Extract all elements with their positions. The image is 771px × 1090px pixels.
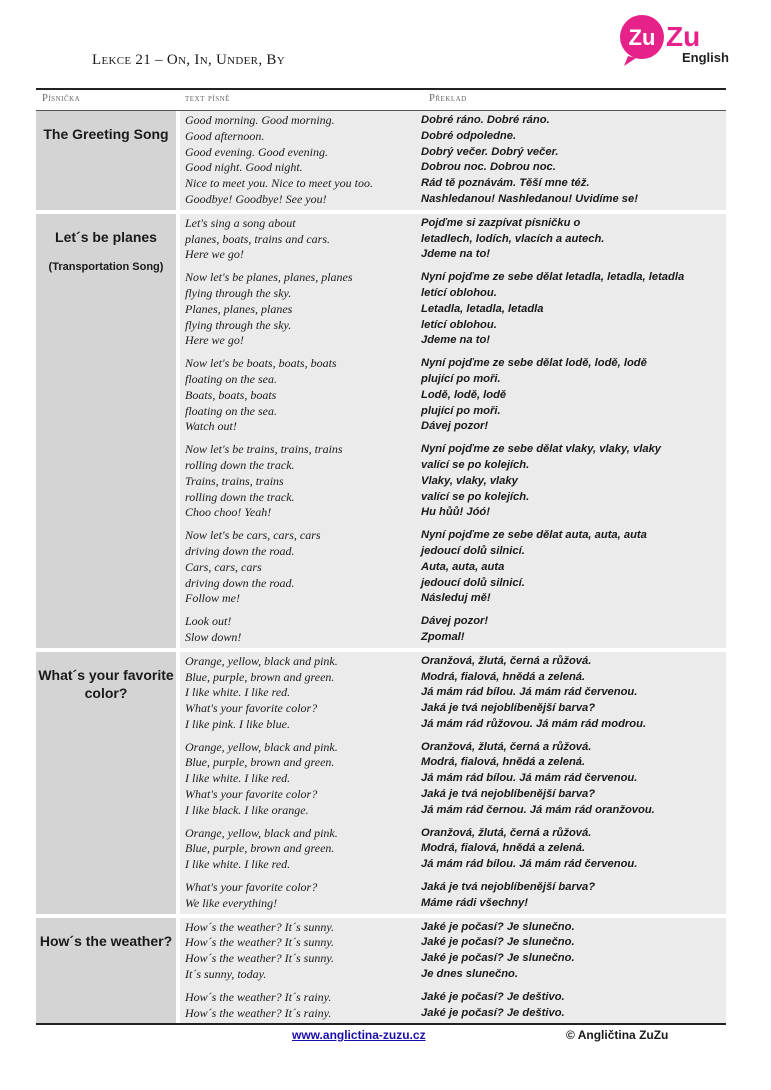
lyric-english: Good night. Good night. <box>185 160 303 175</box>
lyric-czech: Modrá, fialová, hnědá a zelená. <box>421 670 586 683</box>
lyric-english: I like white. I like red. <box>185 771 291 786</box>
stanza <box>180 880 726 912</box>
lyric-row <box>180 404 726 420</box>
lyric-czech: Modrá, fialová, hnědá a zelená. <box>421 842 586 855</box>
lyric-czech: valící se po kolejích. <box>421 458 530 471</box>
lyric-english: Here we go! <box>185 247 244 262</box>
svg-text:English: English <box>682 50 729 65</box>
lyric-czech: Dobré odpoledne. <box>421 129 517 142</box>
lyric-english: Look out! <box>185 614 232 629</box>
lyric-english: How´s the weather? It´s rainy. <box>185 1005 332 1020</box>
lyric-czech: Máme rádi všechny! <box>421 896 528 909</box>
lyric-row <box>180 857 726 873</box>
lyric-czech: Hu hůů! Jóó! <box>421 506 490 519</box>
lyric-english: driving down the road. <box>185 575 295 590</box>
bottom-rule <box>36 1023 726 1025</box>
lyric-row <box>180 528 726 544</box>
lyric-row <box>180 129 726 145</box>
lyric-english: Now let's be planes, planes, planes <box>185 270 353 285</box>
table-header <box>36 90 726 110</box>
lyric-row <box>180 216 726 232</box>
lyric-row <box>180 826 726 842</box>
lyric-english: Cars, cars, cars <box>185 559 262 574</box>
stanza <box>180 920 726 983</box>
lyric-english: What's your favorite color? <box>185 787 318 802</box>
lyric-czech: Jdeme na to! <box>421 248 491 261</box>
lyric-row <box>180 896 726 912</box>
lyric-row <box>180 419 726 435</box>
lyric-czech: Nyní pojďme ze sebe dělat vlaky, vlaky, vlaky <box>421 443 662 456</box>
lyric-czech: Pojďme si zazpívat písničku o <box>421 216 581 229</box>
lyric-czech: letící oblohou. <box>421 318 497 331</box>
lyric-czech: Jaké je počasí? Je slunečno. <box>421 952 575 965</box>
lyric-english: Nice to meet you. Nice to meet you too. <box>185 176 373 191</box>
lyric-english: flying through the sky. <box>185 285 292 300</box>
song-label <box>36 918 176 1024</box>
lyric-english: Boats, boats, boats <box>185 387 277 402</box>
lyric-czech: Jaká je tvá nejoblíbenější barva? <box>421 881 596 894</box>
zuzu-logo <box>618 12 734 68</box>
lyric-row <box>180 771 726 787</box>
lyric-english: Good morning. Good morning. <box>185 113 335 127</box>
lyric-czech: Jaká je tvá nejoblíbenější barva? <box>421 788 596 801</box>
lyric-english: planes, boats, trains and cars. <box>185 231 331 246</box>
lyric-czech: Modrá, fialová, hnědá a zelená. <box>421 756 586 769</box>
lyric-czech: plující po moři. <box>421 372 501 385</box>
lyric-row <box>180 113 726 129</box>
lyric-row <box>180 920 726 936</box>
lyric-english: rolling down the track. <box>185 457 295 472</box>
lyric-english: Orange, yellow, black and pink. <box>185 825 338 840</box>
lyric-row <box>180 544 726 560</box>
lyric-row <box>180 560 726 576</box>
song-label <box>36 214 176 648</box>
lyric-czech: Následuj mě! <box>421 592 491 605</box>
lyric-czech: Oranžová, žlutá, černá a růžová. <box>421 740 592 753</box>
lyric-row <box>180 505 726 521</box>
lyric-row <box>180 302 726 318</box>
lyric-english: Good afternoon. <box>185 128 265 143</box>
stanza <box>180 528 726 607</box>
stanza <box>180 270 726 349</box>
copyright: © Angličtina ZuZu <box>566 1028 669 1042</box>
lyric-english: driving down the road. <box>185 543 295 558</box>
lyric-row <box>180 232 726 248</box>
lyric-english: floating on the sea. <box>185 371 277 386</box>
lyric-row <box>180 474 726 490</box>
lyric-row <box>180 654 726 670</box>
lyric-czech: Dobré ráno. Dobré ráno. <box>421 114 550 126</box>
lyric-row <box>180 160 726 176</box>
lyric-czech: Jaká je tvá nejoblíbenější barva? <box>421 702 596 715</box>
song-section <box>36 111 726 210</box>
stanza <box>180 356 726 435</box>
lyric-czech: Oranžová, žlutá, černá a růžová. <box>421 826 592 839</box>
lyric-czech: letící oblohou. <box>421 286 497 299</box>
stanza <box>180 113 726 208</box>
lyric-czech: Já mám rád bílou. Já mám rád červenou. <box>421 858 638 871</box>
lyric-czech: letadlech, lodích, vlacích a autech. <box>421 232 605 245</box>
lyric-czech: Nyní pojďme ze sebe dělat auta, auta, auta <box>421 529 647 542</box>
svg-text:Zu: Zu <box>666 21 701 52</box>
lyric-english: I like white. I like red. <box>185 857 291 872</box>
stanza <box>180 654 726 733</box>
stanza <box>180 614 726 646</box>
lyric-czech: Auta, auta, auta <box>421 560 505 573</box>
lyric-english: It´s sunny, today. <box>185 967 267 982</box>
lyric-czech: Já mám rád růžovou. Já mám rád modrou. <box>421 717 647 730</box>
lyric-czech: Dobrou noc. Dobrou noc. <box>421 161 556 174</box>
lyric-english: Orange, yellow, black and pink. <box>185 653 338 668</box>
lyric-czech: valící se po kolejích. <box>421 490 530 503</box>
lyric-row <box>180 935 726 951</box>
lyric-czech: Jaké je počasí? Je slunečno. <box>421 936 575 949</box>
col-header-lyrics: text písně <box>185 93 230 104</box>
stanza <box>180 990 726 1022</box>
lyric-czech: Rád tě poznávám. Těší mne též. <box>421 177 590 190</box>
lyric-row <box>180 787 726 803</box>
lyric-english: Choo choo! Yeah! <box>185 505 272 520</box>
lyric-english: What's your favorite color? <box>185 701 318 716</box>
lyric-row <box>180 145 726 161</box>
lyric-english: Orange, yellow, black and pink. <box>185 739 338 754</box>
lyrics-block <box>180 652 726 914</box>
lyric-row <box>180 1006 726 1022</box>
song-label <box>36 111 176 210</box>
lyric-english: Good evening. Good evening. <box>185 144 328 159</box>
lyric-english: How´s the weather? It´s sunny. <box>185 935 334 950</box>
lyric-czech: Lodě, lodě, lodě <box>421 388 507 401</box>
song-subtitle: (Transportation Song) <box>48 260 164 273</box>
lyric-english: We like everything! <box>185 895 278 910</box>
lyric-english: Now let's be boats, boats, boats <box>185 356 337 371</box>
lyric-row <box>180 803 726 819</box>
lyric-english: floating on the sea. <box>185 403 277 418</box>
lyric-czech: Je dnes slunečno. <box>421 968 518 981</box>
lyric-english: How´s the weather? It´s sunny. <box>185 951 334 966</box>
lyric-english: rolling down the track. <box>185 489 295 504</box>
lyric-czech: Já mám rád bílou. Já mám rád červenou. <box>421 686 638 699</box>
lyric-czech: Nyní pojďme ze sebe dělat letadla, letadla, letadla <box>421 271 685 284</box>
lyric-row <box>180 717 726 733</box>
lyric-row <box>180 192 726 208</box>
lyric-czech: Letadla, letadla, letadla <box>421 302 544 315</box>
col-header-translation: Překlad <box>429 93 467 104</box>
lyric-czech: Dobrý večer. Dobrý večer. <box>421 145 559 158</box>
lyric-english: flying through the sky. <box>185 317 292 332</box>
lyric-czech: plující po moři. <box>421 404 501 417</box>
lyric-czech: Jdeme na to! <box>421 334 491 347</box>
stanza <box>180 740 726 819</box>
stanza <box>180 442 726 521</box>
lyric-english: Blue, purple, brown and green. <box>185 755 335 770</box>
lyric-czech: Nyní pojďme ze sebe dělat lodě, lodě, lodě <box>421 357 647 370</box>
lyric-czech: Já mám rád černou. Já mám rád oranžovou. <box>421 803 655 816</box>
lyric-english: I like white. I like red. <box>185 685 291 700</box>
lyric-row <box>180 701 726 717</box>
song-label <box>36 652 176 914</box>
lyric-row <box>180 614 726 630</box>
lyric-czech: jedoucí dolů silnicí. <box>421 544 525 557</box>
sections <box>36 111 726 1023</box>
lyric-english: Trains, trains, trains <box>185 473 284 488</box>
lyric-row <box>180 176 726 192</box>
lyric-row <box>180 880 726 896</box>
lyric-row <box>180 442 726 458</box>
lyric-english: Blue, purple, brown and green. <box>185 669 335 684</box>
lyric-english: What's your favorite color? <box>185 880 318 895</box>
lyric-row <box>180 755 726 771</box>
website-link[interactable]: www.anglictina-zuzu.cz <box>292 1028 426 1042</box>
lyric-english: Goodbye! Goodbye! See you! <box>185 191 327 206</box>
lyric-row <box>180 388 726 404</box>
song-title: How´s the weather? <box>39 932 173 949</box>
lyric-row <box>180 286 726 302</box>
lyric-czech: Dávej pozor! <box>421 615 489 628</box>
lyrics-block <box>180 214 726 648</box>
lyric-english: Follow me! <box>185 591 240 606</box>
lyric-czech: Já mám rád bílou. Já mám rád červenou. <box>421 772 638 785</box>
lyric-czech: Jaké je počasí? Je deštivo. <box>421 1006 565 1019</box>
song-section <box>36 652 726 914</box>
lyric-row <box>180 670 726 686</box>
lyric-row <box>180 458 726 474</box>
lyric-czech: Dávej pozor! <box>421 420 489 433</box>
lyric-row <box>180 685 726 701</box>
song-section <box>36 918 726 1024</box>
lyric-english: How´s the weather? It´s rainy. <box>185 989 332 1004</box>
lyric-english: Slow down! <box>185 629 242 644</box>
page-title: Lekce 21 – On, In, Under, By <box>92 52 285 68</box>
lyric-english: Now let's be trains, trains, trains <box>185 442 343 457</box>
lyrics-block <box>180 918 726 1024</box>
lyric-english: Blue, purple, brown and green. <box>185 841 335 856</box>
lyric-english: Now let's be cars, cars, cars <box>185 528 321 543</box>
song-title: Let´s be planes <box>55 228 157 245</box>
lyric-row <box>180 630 726 646</box>
lyric-row <box>180 951 726 967</box>
lyric-english: Let's sing a song about <box>185 215 296 230</box>
lyric-row <box>180 372 726 388</box>
lyric-czech: Zpomal! <box>421 630 465 643</box>
lyric-english: Here we go! <box>185 333 244 348</box>
lyric-czech: Oranžová, žlutá, černá a růžová. <box>421 654 592 667</box>
lyric-czech: Jaké je počasí? Je deštivo. <box>421 990 565 1003</box>
lyric-row <box>180 490 726 506</box>
lyric-row <box>180 247 726 263</box>
lyric-row <box>180 356 726 372</box>
lyric-english: I like black. I like orange. <box>185 802 309 817</box>
lyric-row <box>180 270 726 286</box>
lyric-english: Planes, planes, planes <box>185 301 293 316</box>
lyric-czech: jedoucí dolů silnicí. <box>421 576 525 589</box>
lyric-english: How´s the weather? It´s sunny. <box>185 919 334 934</box>
lyric-row <box>180 967 726 983</box>
lyric-row <box>180 990 726 1006</box>
stanza <box>180 216 726 263</box>
song-title: What´s your favorite color? <box>38 666 174 701</box>
stanza <box>180 826 726 873</box>
lyric-czech: Jaké je počasí? Je slunečno. <box>421 920 575 933</box>
lyric-row <box>180 576 726 592</box>
song-section <box>36 214 726 648</box>
svg-text:Zu: Zu <box>628 25 656 50</box>
lyric-row <box>180 333 726 349</box>
lyric-row <box>180 591 726 607</box>
lyric-czech: Nashledanou! Nashledanou! Uvidíme se! <box>421 192 638 205</box>
song-table <box>36 88 726 1025</box>
col-header-song: Písnička <box>42 93 81 104</box>
lyric-row <box>180 841 726 857</box>
lyrics-block <box>180 111 726 210</box>
lyric-row <box>180 318 726 334</box>
lyric-czech: Vlaky, vlaky, vlaky <box>421 474 518 487</box>
lyric-english: Watch out! <box>185 419 237 434</box>
lyric-row <box>180 740 726 756</box>
lyric-english: I like pink. I like blue. <box>185 716 290 731</box>
song-title: The Greeting Song <box>43 126 169 142</box>
